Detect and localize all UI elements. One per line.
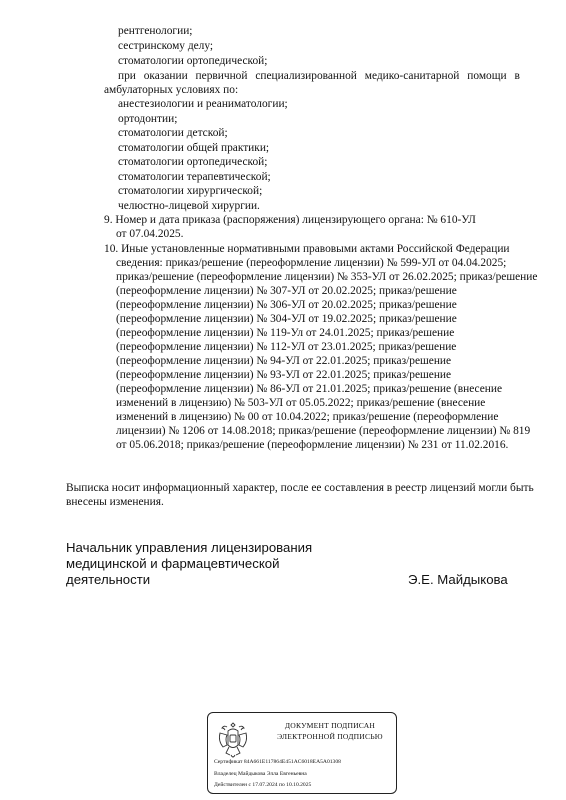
- stamp-owner: Владелец Майдыкова Элла Евгеньевна: [214, 771, 307, 777]
- stamp-heading: ДОКУМЕНТ ПОДПИСАН: [284, 721, 376, 730]
- section-10-line: приказ/решение (переоформление лицензии) № 353-УЛ от 26.02.2025; приказ/решение: [116, 271, 538, 283]
- signatory-title: медицинской и фармацевтической: [66, 556, 280, 571]
- section-10-line: (переоформление лицензии) № 86-УЛ от 21.01.2025; приказ/решение (внесение: [116, 383, 503, 395]
- stamp-heading: ЭЛЕКТРОННОЙ ПОДПИСЬЮ: [277, 732, 383, 741]
- stamp-certificate: Сертификат 84A661E117864E451AC6018EA5A01308: [214, 759, 341, 765]
- russian-coat-of-arms-icon: [216, 719, 250, 761]
- section-10-line: сведения: приказ/решение (переоформление лицензии) № 599-УЛ от 04.04.2025;: [116, 257, 507, 269]
- list-item: рентгенологии;: [118, 25, 193, 37]
- section-10-line: (переоформление лицензии) № 94-УЛ от 22.01.2025; приказ/решение: [116, 355, 452, 367]
- list-item: ортодонтии;: [118, 113, 178, 125]
- list-item: стоматологии терапевтической;: [118, 171, 271, 183]
- section-10-line: лицензии) № 1206 от 14.08.2018; приказ/решение (переоформление лицензии) № 819: [116, 425, 531, 437]
- primary-care-intro-cont: амбулаторных условиях по:: [104, 84, 239, 96]
- signatory-title: деятельности: [66, 572, 151, 587]
- section-10-line: от 05.06.2018; приказ/решение (переоформление лицензии) № 231 от 11.02.2016.: [116, 439, 509, 451]
- section-10-line: (переоформление лицензии) № 307-УЛ от 20.02.2025; приказ/решение: [116, 285, 457, 297]
- list-item: челюстно-лицевой хирургии.: [118, 200, 260, 212]
- section-10-line: (переоформление лицензии) № 112-УЛ от 23.01.2025; приказ/решение: [116, 341, 457, 353]
- list-item: стоматологии общей практики;: [118, 142, 270, 154]
- list-item: анестезиологии и реаниматологии;: [118, 98, 288, 110]
- section-10-line: (переоформление лицензии) № 306-УЛ от 20.02.2025; приказ/решение: [116, 299, 457, 311]
- list-item: стоматологии ортопедической;: [118, 55, 268, 67]
- signatory-name: Э.Е. Майдыкова: [408, 572, 508, 587]
- section-10-line: 10. Иные установленные нормативными правовыми актами Российской Федерации: [104, 243, 510, 255]
- section-10-line: (переоформление лицензии) № 93-УЛ от 22.01.2025; приказ/решение: [116, 369, 452, 381]
- section-10-line: изменений в лицензию) № 503-УЛ от 05.05.2022; приказ/решение (внесение: [116, 397, 486, 409]
- signatory-title: Начальник управления лицензирования: [66, 540, 313, 555]
- extract-note-line: Выписка носит информационный характер, после ее составления в реестр лицензий могли быть: [66, 482, 534, 494]
- section-9-line: от 07.04.2025.: [116, 228, 184, 240]
- section-10-line: изменений в лицензию) № 00 от 10.04.2022; приказ/решение (переоформление: [116, 411, 499, 423]
- primary-care-intro: [118, 69, 520, 83]
- extract-note-line: внесены изменения.: [66, 496, 164, 508]
- list-item: сестринскому делу;: [118, 40, 214, 52]
- list-item: стоматологии хирургической;: [118, 185, 263, 197]
- section-10-line: (переоформление лицензии) № 119-Ул от 24.01.2025; приказ/решение: [116, 327, 455, 339]
- section-9-line: 9. Номер и дата приказа (распоряжения) лицензирующего органа: № 610-УЛ: [104, 214, 476, 226]
- list-item: стоматологии детской;: [118, 127, 228, 139]
- stamp-validity: Действителен с 17.07.2024 по 10.10.2025: [214, 782, 312, 788]
- electronic-signature-stamp: [207, 712, 397, 794]
- section-10-line: (переоформление лицензии) № 304-УЛ от 19.02.2025; приказ/решение: [116, 313, 457, 325]
- list-item: стоматологии ортопедической;: [118, 156, 268, 168]
- intro-text: при оказании первичной специализированной медико-санитарной помощи в: [118, 70, 520, 82]
